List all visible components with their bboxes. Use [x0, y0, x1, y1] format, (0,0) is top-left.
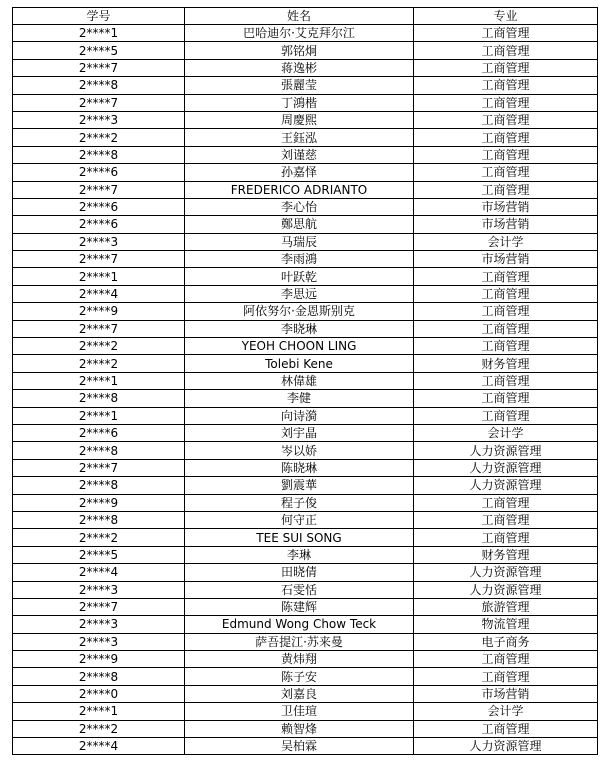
- cell-major: 工商管理: [414, 390, 598, 407]
- table-row: [13, 529, 598, 546]
- cell-student-id: 2****1: [13, 703, 185, 720]
- cell-major: 工商管理: [414, 25, 598, 42]
- table-row: [13, 233, 598, 250]
- cell-student-id: 2****2: [13, 529, 185, 546]
- table-row: [13, 564, 598, 581]
- cell-student-id: 2****8: [13, 146, 185, 163]
- cell-name: 李健: [185, 390, 414, 407]
- cell-major: 工商管理: [414, 181, 598, 198]
- cell-major: 工商管理: [414, 407, 598, 424]
- table-row: [13, 581, 598, 598]
- cell-student-id: 2****6: [13, 424, 185, 441]
- cell-name: Tolebi Kene: [185, 355, 414, 372]
- cell-student-id: 2****7: [13, 320, 185, 337]
- cell-name: 卫佳瑄: [185, 703, 414, 720]
- cell-name: TEE SUI SONG: [185, 529, 414, 546]
- table-row: [13, 703, 598, 720]
- cell-name: 刘谨慈: [185, 146, 414, 163]
- table-row: [13, 42, 598, 59]
- cell-name: FREDERICO ADRIANTO: [185, 181, 414, 198]
- cell-student-id: 2****5: [13, 546, 185, 563]
- cell-name: 赖智烽: [185, 720, 414, 737]
- cell-major: 工商管理: [414, 320, 598, 337]
- cell-major: 工商管理: [414, 668, 598, 685]
- cell-name: 李琳: [185, 546, 414, 563]
- cell-major: 市场营销: [414, 198, 598, 215]
- cell-name: 李心怡: [185, 198, 414, 215]
- table-row: [13, 111, 598, 128]
- cell-student-id: 2****6: [13, 216, 185, 233]
- cell-major: 工商管理: [414, 77, 598, 94]
- table-row: [13, 198, 598, 215]
- cell-name: 李雨鴻: [185, 251, 414, 268]
- table-row: [13, 77, 598, 94]
- table-row: [13, 424, 598, 441]
- table-row: [13, 251, 598, 268]
- cell-student-id: 2****1: [13, 407, 185, 424]
- table-row: [13, 459, 598, 476]
- cell-major: 工商管理: [414, 146, 598, 163]
- cell-name: 石雯恬: [185, 581, 414, 598]
- cell-major: 会计学: [414, 233, 598, 250]
- cell-major: 旅游管理: [414, 598, 598, 615]
- cell-major: 工商管理: [414, 129, 598, 146]
- table-row: [13, 355, 598, 372]
- cell-name: 向诗漪: [185, 407, 414, 424]
- cell-student-id: 2****2: [13, 355, 185, 372]
- table-row: [13, 320, 598, 337]
- cell-major: 市场营销: [414, 216, 598, 233]
- cell-major: 人力资源管理: [414, 459, 598, 476]
- table-row: [13, 181, 598, 198]
- cell-name: 陈建辉: [185, 598, 414, 615]
- cell-name: 鄭思航: [185, 216, 414, 233]
- cell-major: 会计学: [414, 424, 598, 441]
- table-row: [13, 146, 598, 163]
- cell-major: 人力资源管理: [414, 442, 598, 459]
- cell-name: 蒋逸彬: [185, 59, 414, 76]
- cell-name: 郭铭炯: [185, 42, 414, 59]
- cell-major: 工商管理: [414, 268, 598, 285]
- cell-student-id: 2****6: [13, 164, 185, 181]
- table-row: [13, 616, 598, 633]
- cell-major: 人力资源管理: [414, 564, 598, 581]
- table-row: [13, 25, 598, 42]
- cell-student-id: 2****1: [13, 25, 185, 42]
- cell-student-id: 2****5: [13, 42, 185, 59]
- cell-student-id: 2****2: [13, 720, 185, 737]
- cell-student-id: 2****1: [13, 372, 185, 389]
- cell-major: 工商管理: [414, 285, 598, 302]
- cell-major: 工商管理: [414, 94, 598, 111]
- cell-student-id: 2****0: [13, 685, 185, 702]
- cell-name: 刘嘉良: [185, 685, 414, 702]
- cell-name: YEOH CHOON LING: [185, 338, 414, 355]
- cell-name: 林偉雄: [185, 372, 414, 389]
- cell-student-id: 2****7: [13, 59, 185, 76]
- cell-student-id: 2****9: [13, 651, 185, 668]
- table-row: [13, 268, 598, 285]
- cell-student-id: 2****3: [13, 581, 185, 598]
- table-row: [13, 633, 598, 650]
- table-row: [13, 720, 598, 737]
- cell-student-id: 2****7: [13, 251, 185, 268]
- cell-major: 人力资源管理: [414, 477, 598, 494]
- cell-name: 李晓琳: [185, 320, 414, 337]
- table-row: [13, 546, 598, 563]
- cell-name: 黄炜翔: [185, 651, 414, 668]
- cell-student-id: 2****7: [13, 181, 185, 198]
- cell-student-id: 2****8: [13, 77, 185, 94]
- cell-student-id: 2****3: [13, 233, 185, 250]
- cell-name: 孙嘉怿: [185, 164, 414, 181]
- cell-major: 会计学: [414, 703, 598, 720]
- table-row: [13, 390, 598, 407]
- cell-major: 工商管理: [414, 529, 598, 546]
- table-row: [13, 738, 598, 755]
- cell-major: 市场营销: [414, 685, 598, 702]
- cell-major: 物流管理: [414, 616, 598, 633]
- cell-student-id: 2****4: [13, 285, 185, 302]
- cell-name: 李思远: [185, 285, 414, 302]
- table-row: [13, 338, 598, 355]
- table-row: [13, 285, 598, 302]
- table-row: [13, 216, 598, 233]
- table-row: [13, 685, 598, 702]
- cell-student-id: 2****9: [13, 494, 185, 511]
- table-row: [13, 129, 598, 146]
- cell-student-id: 2****2: [13, 338, 185, 355]
- table-row: [13, 303, 598, 320]
- table-row: [13, 372, 598, 389]
- cell-name: 何守正: [185, 511, 414, 528]
- table-row: [13, 668, 598, 685]
- cell-student-id: 2****4: [13, 564, 185, 581]
- cell-student-id: 2****9: [13, 303, 185, 320]
- cell-student-id: 2****4: [13, 738, 185, 755]
- cell-name: 張麗莹: [185, 77, 414, 94]
- cell-major: 工商管理: [414, 338, 598, 355]
- cell-student-id: 2****8: [13, 390, 185, 407]
- cell-student-id: 2****3: [13, 616, 185, 633]
- cell-name: 马瑞辰: [185, 233, 414, 250]
- cell-student-id: 2****1: [13, 268, 185, 285]
- table-row: [13, 59, 598, 76]
- cell-major: 电子商务: [414, 633, 598, 650]
- cell-student-id: 2****2: [13, 129, 185, 146]
- cell-name: 岑以娇: [185, 442, 414, 459]
- cell-student-id: 2****8: [13, 668, 185, 685]
- cell-major: 工商管理: [414, 720, 598, 737]
- cell-major: 工商管理: [414, 372, 598, 389]
- cell-major: 工商管理: [414, 303, 598, 320]
- table-row: [13, 598, 598, 615]
- cell-name: 萨吾提江·苏来曼: [185, 633, 414, 650]
- cell-major: 工商管理: [414, 59, 598, 76]
- cell-major: 财务管理: [414, 355, 598, 372]
- table-row: [13, 494, 598, 511]
- cell-name: 周慶熙: [185, 111, 414, 128]
- cell-student-id: 2****7: [13, 94, 185, 111]
- cell-name: 刘宇晶: [185, 424, 414, 441]
- student-roster-table: [12, 7, 598, 755]
- cell-major: 财务管理: [414, 546, 598, 563]
- cell-name: 劉震華: [185, 477, 414, 494]
- cell-name: 丁鴻楷: [185, 94, 414, 111]
- cell-student-id: 2****7: [13, 459, 185, 476]
- table-body: [13, 25, 598, 755]
- cell-student-id: 2****8: [13, 477, 185, 494]
- cell-name: 王鈺泓: [185, 129, 414, 146]
- cell-name: 陈子安: [185, 668, 414, 685]
- cell-major: 人力资源管理: [414, 738, 598, 755]
- cell-student-id: 2****7: [13, 598, 185, 615]
- cell-student-id: 2****8: [13, 511, 185, 528]
- cell-name: 巴哈迪尔·艾克拜尔江: [185, 25, 414, 42]
- cell-major: 工商管理: [414, 494, 598, 511]
- cell-major: 市场营销: [414, 251, 598, 268]
- table-row: [13, 511, 598, 528]
- cell-major: 人力资源管理: [414, 581, 598, 598]
- table-row: [13, 477, 598, 494]
- cell-name: Edmund Wong Chow Teck: [185, 616, 414, 633]
- table-header-row: [13, 8, 598, 25]
- cell-student-id: 2****6: [13, 198, 185, 215]
- cell-major: 工商管理: [414, 111, 598, 128]
- cell-student-id: 2****3: [13, 633, 185, 650]
- cell-student-id: 2****3: [13, 111, 185, 128]
- cell-name: 陈晓琳: [185, 459, 414, 476]
- table-row: [13, 407, 598, 424]
- cell-student-id: 2****8: [13, 442, 185, 459]
- table-row: [13, 651, 598, 668]
- cell-name: 阿依努尔·金恩斯别克: [185, 303, 414, 320]
- cell-major: 工商管理: [414, 42, 598, 59]
- cell-name: 程子俊: [185, 494, 414, 511]
- cell-major: 工商管理: [414, 511, 598, 528]
- table-row: [13, 94, 598, 111]
- header-student-id: 学号: [13, 8, 185, 25]
- cell-major: 工商管理: [414, 164, 598, 181]
- header-major: 专业: [414, 8, 598, 25]
- cell-name: 叶跃乾: [185, 268, 414, 285]
- cell-name: 田晓倩: [185, 564, 414, 581]
- table-row: [13, 164, 598, 181]
- table-row: [13, 442, 598, 459]
- cell-name: 吴柏霖: [185, 738, 414, 755]
- header-name: 姓名: [185, 8, 414, 25]
- cell-major: 工商管理: [414, 651, 598, 668]
